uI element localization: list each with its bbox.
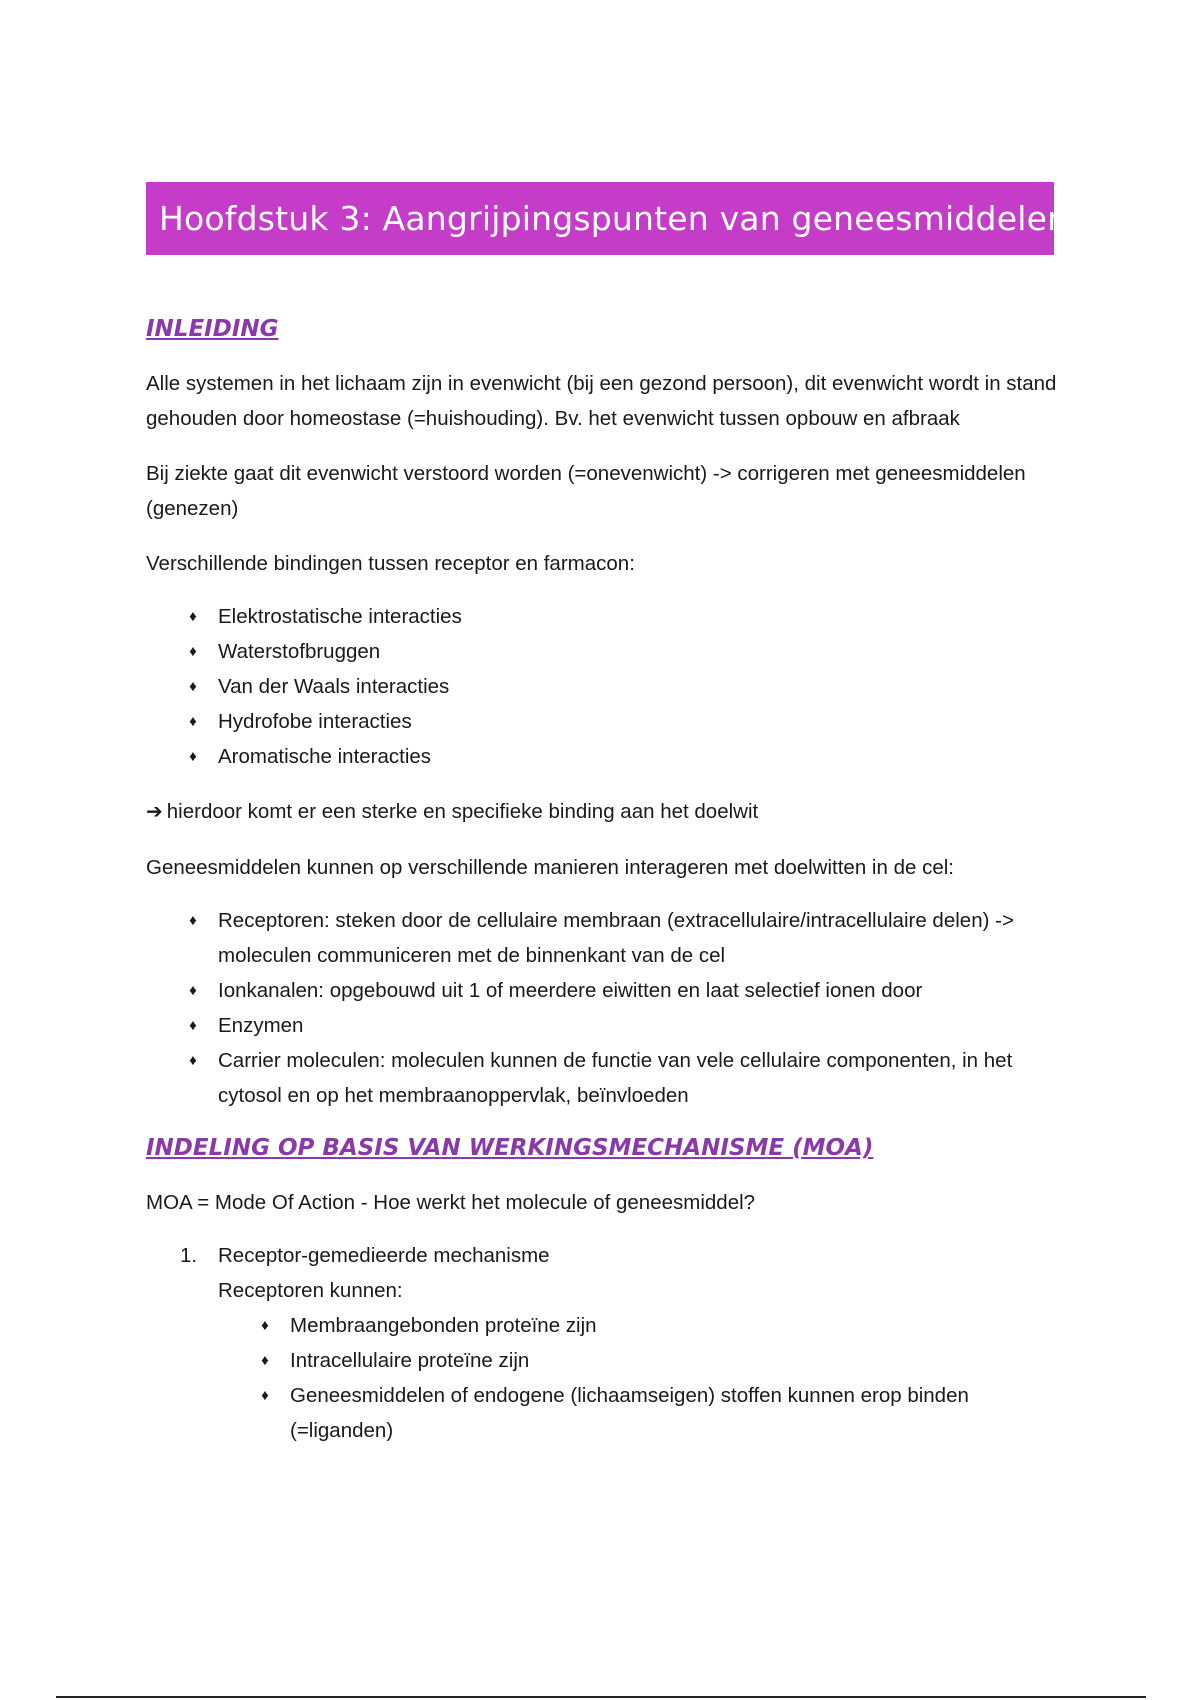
paragraph-arrow-conclusion xyxy=(146,794,1066,830)
diamond-bullet-icon: ♦ xyxy=(189,678,197,695)
paragraph-targets-intro: Geneesmiddelen kunnen op verschillende manieren interageren met doelwitten in de cel: xyxy=(146,856,954,879)
list-item-text: Carrier moleculen: moleculen kunnen de functie van vele cellulaire componenten, in het cytosol en op het membraanoppervlak, beïnvloeden xyxy=(218,1049,1013,1107)
paragraph-ziekte: Bij ziekte gaat dit evenwicht verstoord worden (=onevenwicht) -> corrigeren met geneesmiddelen (genezen) xyxy=(146,462,1026,520)
paragraph-homeostase: Alle systemen in het lichaam zijn in evenwicht (bij een gezond persoon), dit evenwicht wordt in stand gehouden door homeostase (=huishouding). Bv. het evenwicht tussen opbouw en afbraak xyxy=(146,372,1057,430)
diamond-bullet-icon: ♦ xyxy=(189,912,197,929)
paragraph-moa-definition: MOA = Mode Of Action - Hoe werkt het molecule of geneesmiddel? xyxy=(146,1191,756,1214)
numbered-list-item xyxy=(146,1238,1066,1448)
numbered-item-subtitle: Receptoren kunnen: xyxy=(218,1279,403,1302)
sub-list-item-text: Membraangebonden proteïne zijn xyxy=(290,1314,597,1337)
list-item xyxy=(146,669,1066,704)
document-body xyxy=(146,310,1066,1448)
diamond-bullet-icon: ♦ xyxy=(189,1052,197,1069)
targets-list xyxy=(146,903,1066,1113)
diamond-bullet-icon: ♦ xyxy=(189,713,197,730)
list-item xyxy=(146,903,1066,973)
section-heading-inleiding: INLEIDING xyxy=(146,316,279,342)
sub-list-item-text: Geneesmiddelen of endogene (lichaamseigen) stoffen kunnen erop binden (=liganden) xyxy=(290,1384,969,1442)
list-item-text: Receptoren: steken door de cellulaire membraan (extracellulaire/intracellulaire delen) -> moleculen communiceren met de binnenkant van de cel xyxy=(218,909,1014,967)
list-item-text: Elektrostatische interacties xyxy=(218,605,462,628)
list-item xyxy=(146,634,1066,669)
list-item xyxy=(146,739,1066,774)
list-item xyxy=(146,704,1066,739)
moa-numbered-list xyxy=(146,1238,1066,1448)
sub-list-item xyxy=(218,1378,1066,1448)
receptor-sub-list xyxy=(218,1308,1066,1448)
list-item xyxy=(146,599,1066,634)
list-item-text: Ionkanalen: opgebouwd uit 1 of meerdere eiwitten en laat selectief ionen door xyxy=(218,979,923,1002)
list-item xyxy=(146,1043,1066,1113)
bindings-list xyxy=(146,599,1066,774)
sub-list-item xyxy=(218,1343,1066,1378)
diamond-bullet-icon: ♦ xyxy=(261,1317,269,1334)
arrow-conclusion-text: hierdoor komt er een sterke en specifieke binding aan het doelwit xyxy=(166,800,759,823)
list-item xyxy=(146,973,1066,1008)
diamond-bullet-icon: ♦ xyxy=(189,748,197,765)
diamond-bullet-icon: ♦ xyxy=(189,608,197,625)
list-number: 1. xyxy=(180,1244,198,1267)
diamond-bullet-icon: ♦ xyxy=(261,1387,269,1404)
diamond-bullet-icon: ♦ xyxy=(261,1352,269,1369)
sub-list-item xyxy=(218,1308,1066,1343)
list-item xyxy=(146,1008,1066,1043)
list-item-text: Enzymen xyxy=(218,1014,304,1037)
list-item-text: Aromatische interacties xyxy=(218,745,432,768)
diamond-bullet-icon: ♦ xyxy=(189,982,197,999)
list-item-text: Hydrofobe interacties xyxy=(218,710,412,733)
diamond-bullet-icon: ♦ xyxy=(189,643,197,660)
paragraph-bindingen-intro: Verschillende bindingen tussen receptor en farmacon: xyxy=(146,552,635,575)
sub-list-item-text: Intracellulaire proteïne zijn xyxy=(290,1349,530,1372)
list-item-text: Van der Waals interacties xyxy=(218,675,450,698)
diamond-bullet-icon: ♦ xyxy=(189,1017,197,1034)
chapter-title: Hoofdstuk 3: Aangrijpingspunten van geneesmiddelen xyxy=(146,182,1054,255)
footer-divider xyxy=(56,1696,1146,1698)
list-item-text: Waterstofbruggen xyxy=(218,640,381,663)
numbered-item-title: Receptor-gemedieerde mechanisme xyxy=(218,1244,550,1267)
arrow-right-icon: ➔ xyxy=(146,801,163,823)
section-heading-indeling: INDELING OP BASIS VAN WERKINGSMECHANISME (MOA) xyxy=(146,1135,874,1161)
